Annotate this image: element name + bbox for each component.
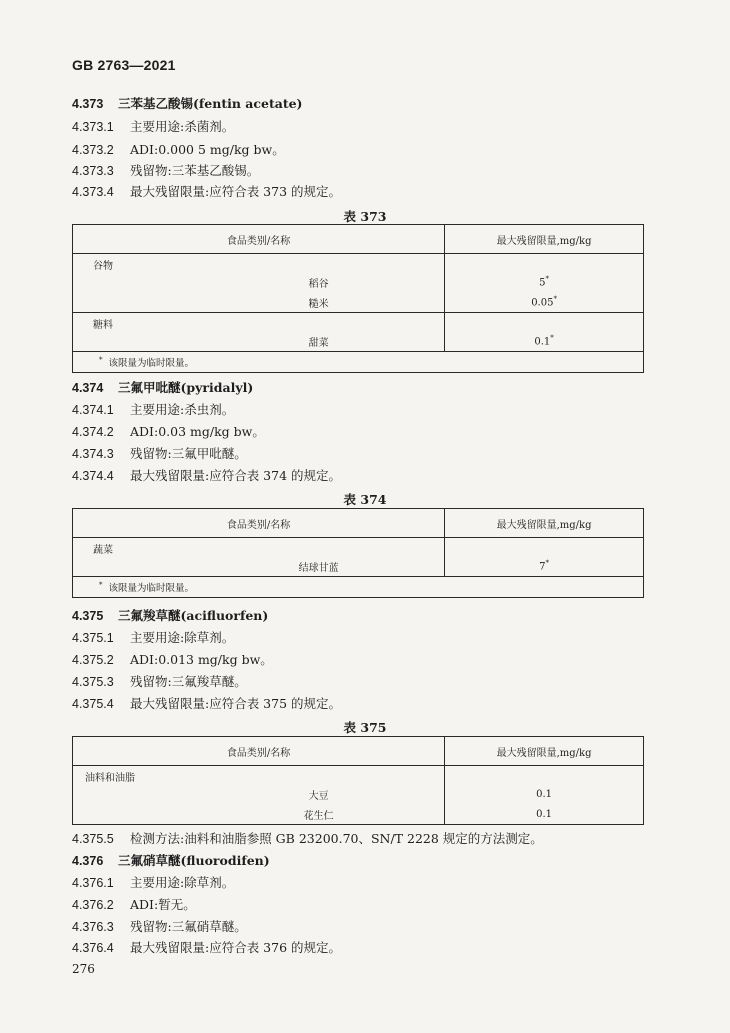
clause-4-376-2: 4.376.2 ADI:暂无。 bbox=[72, 897, 196, 912]
page-number: 276 bbox=[72, 962, 95, 976]
col-mrl: 最大残留限量,mg/kg bbox=[445, 509, 644, 538]
clause-4-374-3: 4.374.3 残留物:三氟甲吡醚。 bbox=[72, 446, 247, 461]
col-food-category: 食品类别/名称 bbox=[73, 509, 445, 538]
clause-4-374-1: 4.374.1 主要用途:杀虫剂。 bbox=[72, 402, 235, 417]
table-374-caption: 表 374 bbox=[343, 492, 387, 507]
col-food-category: 食品类别/名称 bbox=[73, 225, 445, 254]
table-375-caption: 表 375 bbox=[343, 720, 387, 735]
table-note-row: * 该限量为临时限量。 bbox=[73, 352, 644, 373]
clause-4-375-5: 4.375.5 检测方法:油料和油脂参照 GB 23200.70、SN/T 2228 规定的方法测定。 bbox=[72, 831, 543, 846]
table-373 bbox=[72, 224, 644, 373]
section-heading-4-376: 4.376 三氟硝草醚(fluorodifen) bbox=[72, 853, 270, 868]
col-mrl: 最大残留限量,mg/kg bbox=[445, 737, 644, 766]
clause-4-376-1: 4.376.1 主要用途:除草剂。 bbox=[72, 875, 235, 890]
clause-4-374-4: 4.374.4 最大残留限量:应符合表 374 的规定。 bbox=[72, 468, 342, 483]
table-row-group: 油料和油脂 bbox=[73, 766, 644, 785]
table-header-row bbox=[73, 225, 644, 254]
table-row-group: 蔬菜 bbox=[73, 538, 644, 557]
table-373-caption: 表 373 bbox=[343, 209, 387, 224]
clause-4-375-1: 4.375.1 主要用途:除草剂。 bbox=[72, 630, 235, 645]
table-row-group: 谷物 bbox=[73, 254, 644, 273]
table-header-row bbox=[73, 509, 644, 538]
table-row: 糙米 0.05* bbox=[73, 292, 644, 313]
table-row: 花生仁 0.1 bbox=[73, 804, 644, 825]
clause-4-376-3: 4.376.3 残留物:三氟硝草醚。 bbox=[72, 919, 247, 934]
table-row: 结球甘蓝 7* bbox=[73, 556, 644, 577]
section-heading-4-373: 4.373 三苯基乙酸锡(fentin acetate) bbox=[72, 96, 303, 111]
table-row: 大豆 0.1 bbox=[73, 784, 644, 804]
table-note-row: * 该限量为临时限量。 bbox=[73, 577, 644, 598]
section-heading-4-374: 4.374 三氟甲吡醚(pyridalyl) bbox=[72, 380, 254, 395]
standard-header: GB 2763—2021 bbox=[72, 57, 176, 73]
clause-4-373-4: 4.373.4 最大残留限量:应符合表 373 的规定。 bbox=[72, 184, 342, 199]
table-row: 甜菜 0.1* bbox=[73, 331, 644, 352]
col-food-category: 食品类别/名称 bbox=[73, 737, 445, 766]
clause-4-373-3: 4.373.3 残留物:三苯基乙酸锡。 bbox=[72, 163, 260, 178]
table-header-row bbox=[73, 737, 644, 766]
clause-4-373-1: 4.373.1 主要用途:杀菌剂。 bbox=[72, 119, 235, 134]
clause-4-374-2: 4.374.2 ADI:0.03 mg/kg bw。 bbox=[72, 424, 265, 439]
table-375 bbox=[72, 736, 644, 825]
clause-4-376-4: 4.376.4 最大残留限量:应符合表 376 的规定。 bbox=[72, 940, 342, 955]
clause-4-375-4: 4.375.4 最大残留限量:应符合表 375 的规定。 bbox=[72, 696, 342, 711]
clause-4-373-2: 4.373.2 ADI:0.000 5 mg/kg bw。 bbox=[72, 142, 285, 157]
clause-4-375-3: 4.375.3 残留物:三氟羧草醚。 bbox=[72, 674, 247, 689]
section-heading-4-375: 4.375 三氟羧草醚(acifluorfen) bbox=[72, 608, 269, 623]
col-mrl: 最大残留限量,mg/kg bbox=[445, 225, 644, 254]
table-row-group: 糖料 bbox=[73, 313, 644, 332]
table-374 bbox=[72, 508, 644, 598]
clause-4-375-2: 4.375.2 ADI:0.013 mg/kg bw。 bbox=[72, 652, 273, 667]
table-row: 稻谷 5* bbox=[73, 272, 644, 292]
